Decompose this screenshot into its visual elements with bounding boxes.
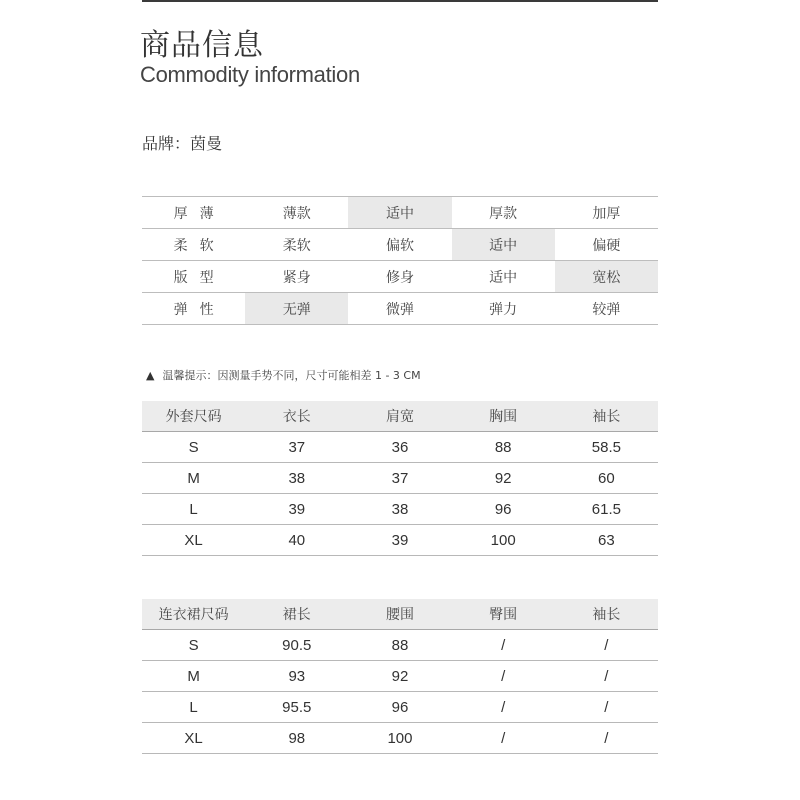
page-subtitle: Commodity information [140, 62, 360, 87]
table-row [142, 723, 658, 754]
table-cell: 95.5 [245, 692, 348, 723]
table-cell: 88 [348, 630, 451, 661]
table-row [142, 525, 658, 556]
table-cell: 61.5 [555, 494, 658, 525]
column-header: 袖长 [555, 599, 658, 630]
table-cell: / [452, 723, 555, 754]
table-row [142, 661, 658, 692]
table-row [142, 630, 658, 661]
table-cell: 40 [245, 525, 348, 556]
table-cell: 98 [245, 723, 348, 754]
column-header: 胸围 [452, 401, 555, 432]
table-cell: 37 [348, 463, 451, 494]
warning-triangle-icon: ▲ [146, 368, 155, 382]
table-cell: 100 [348, 723, 451, 754]
table-cell: / [452, 661, 555, 692]
table-cell: 39 [245, 494, 348, 525]
column-header: 臀围 [452, 599, 555, 630]
table-cell: 92 [452, 463, 555, 494]
attribute-name: 版型 [142, 261, 245, 293]
table-cell: 39 [348, 525, 451, 556]
table-cell: 96 [452, 494, 555, 525]
table-cell: / [555, 723, 658, 754]
notice-text: 温馨提示：因测量手势不同，尺寸可能相差 1 - 3 CM [162, 369, 421, 382]
table-cell: L [142, 494, 245, 525]
column-header: 外套尺码 [142, 401, 245, 432]
table-cell: 93 [245, 661, 348, 692]
attribute-option: 偏软 [348, 229, 451, 261]
table-cell: L [142, 692, 245, 723]
attribute-option: 柔软 [245, 229, 348, 261]
attribute-option: 适中 [452, 261, 555, 293]
table-cell: XL [142, 723, 245, 754]
page-title: 商品信息 [140, 28, 264, 63]
table-row [142, 463, 658, 494]
column-header: 袖长 [555, 401, 658, 432]
top-rule [142, 0, 658, 2]
jacket-size-table [142, 401, 658, 556]
attribute-option: 无弹 [245, 293, 348, 325]
table-row [142, 494, 658, 525]
table-cell: 38 [348, 494, 451, 525]
column-header: 连衣裙尺码 [142, 599, 245, 630]
table-cell: / [555, 692, 658, 723]
table-cell: M [142, 463, 245, 494]
attribute-row-elasticity [142, 293, 658, 325]
table-row [142, 432, 658, 463]
table-cell: 38 [245, 463, 348, 494]
attribute-table [142, 196, 658, 325]
attribute-name: 弹性 [142, 293, 245, 325]
attribute-option: 厚款 [452, 197, 555, 229]
column-header: 衣长 [245, 401, 348, 432]
table-cell: 36 [348, 432, 451, 463]
table-cell: / [452, 630, 555, 661]
brand-line [142, 131, 222, 154]
table-cell: S [142, 432, 245, 463]
column-header: 肩宽 [348, 401, 451, 432]
table-cell: S [142, 630, 245, 661]
attribute-row-fit [142, 261, 658, 293]
attribute-name: 柔软 [142, 229, 245, 261]
measurement-notice [146, 367, 421, 383]
table-cell: 60 [555, 463, 658, 494]
attribute-option: 适中 [348, 197, 451, 229]
attribute-name: 厚薄 [142, 197, 245, 229]
attribute-option: 较弹 [555, 293, 658, 325]
table-cell: 100 [452, 525, 555, 556]
brand-label: 品牌： [142, 134, 191, 153]
table-cell: M [142, 661, 245, 692]
attribute-option: 弹力 [452, 293, 555, 325]
table-cell: 63 [555, 525, 658, 556]
brand-value: 茵曼 [190, 134, 223, 153]
attribute-row-softness [142, 229, 658, 261]
table-cell: 90.5 [245, 630, 348, 661]
table-header-row [142, 599, 658, 630]
attribute-option: 偏硬 [555, 229, 658, 261]
attribute-option: 微弹 [348, 293, 451, 325]
table-cell: 96 [348, 692, 451, 723]
dress-size-table [142, 599, 658, 754]
table-row [142, 692, 658, 723]
attribute-option: 薄款 [245, 197, 348, 229]
table-cell: XL [142, 525, 245, 556]
table-cell: 92 [348, 661, 451, 692]
table-cell: 58.5 [555, 432, 658, 463]
table-header-row [142, 401, 658, 432]
attribute-row-thickness [142, 197, 658, 229]
table-cell: / [452, 692, 555, 723]
attribute-option: 宽松 [555, 261, 658, 293]
table-cell: / [555, 661, 658, 692]
column-header: 裙长 [245, 599, 348, 630]
attribute-option: 适中 [452, 229, 555, 261]
table-cell: 88 [452, 432, 555, 463]
attribute-option: 修身 [348, 261, 451, 293]
table-cell: / [555, 630, 658, 661]
table-cell: 37 [245, 432, 348, 463]
column-header: 腰围 [348, 599, 451, 630]
attribute-option: 紧身 [245, 261, 348, 293]
attribute-option: 加厚 [555, 197, 658, 229]
